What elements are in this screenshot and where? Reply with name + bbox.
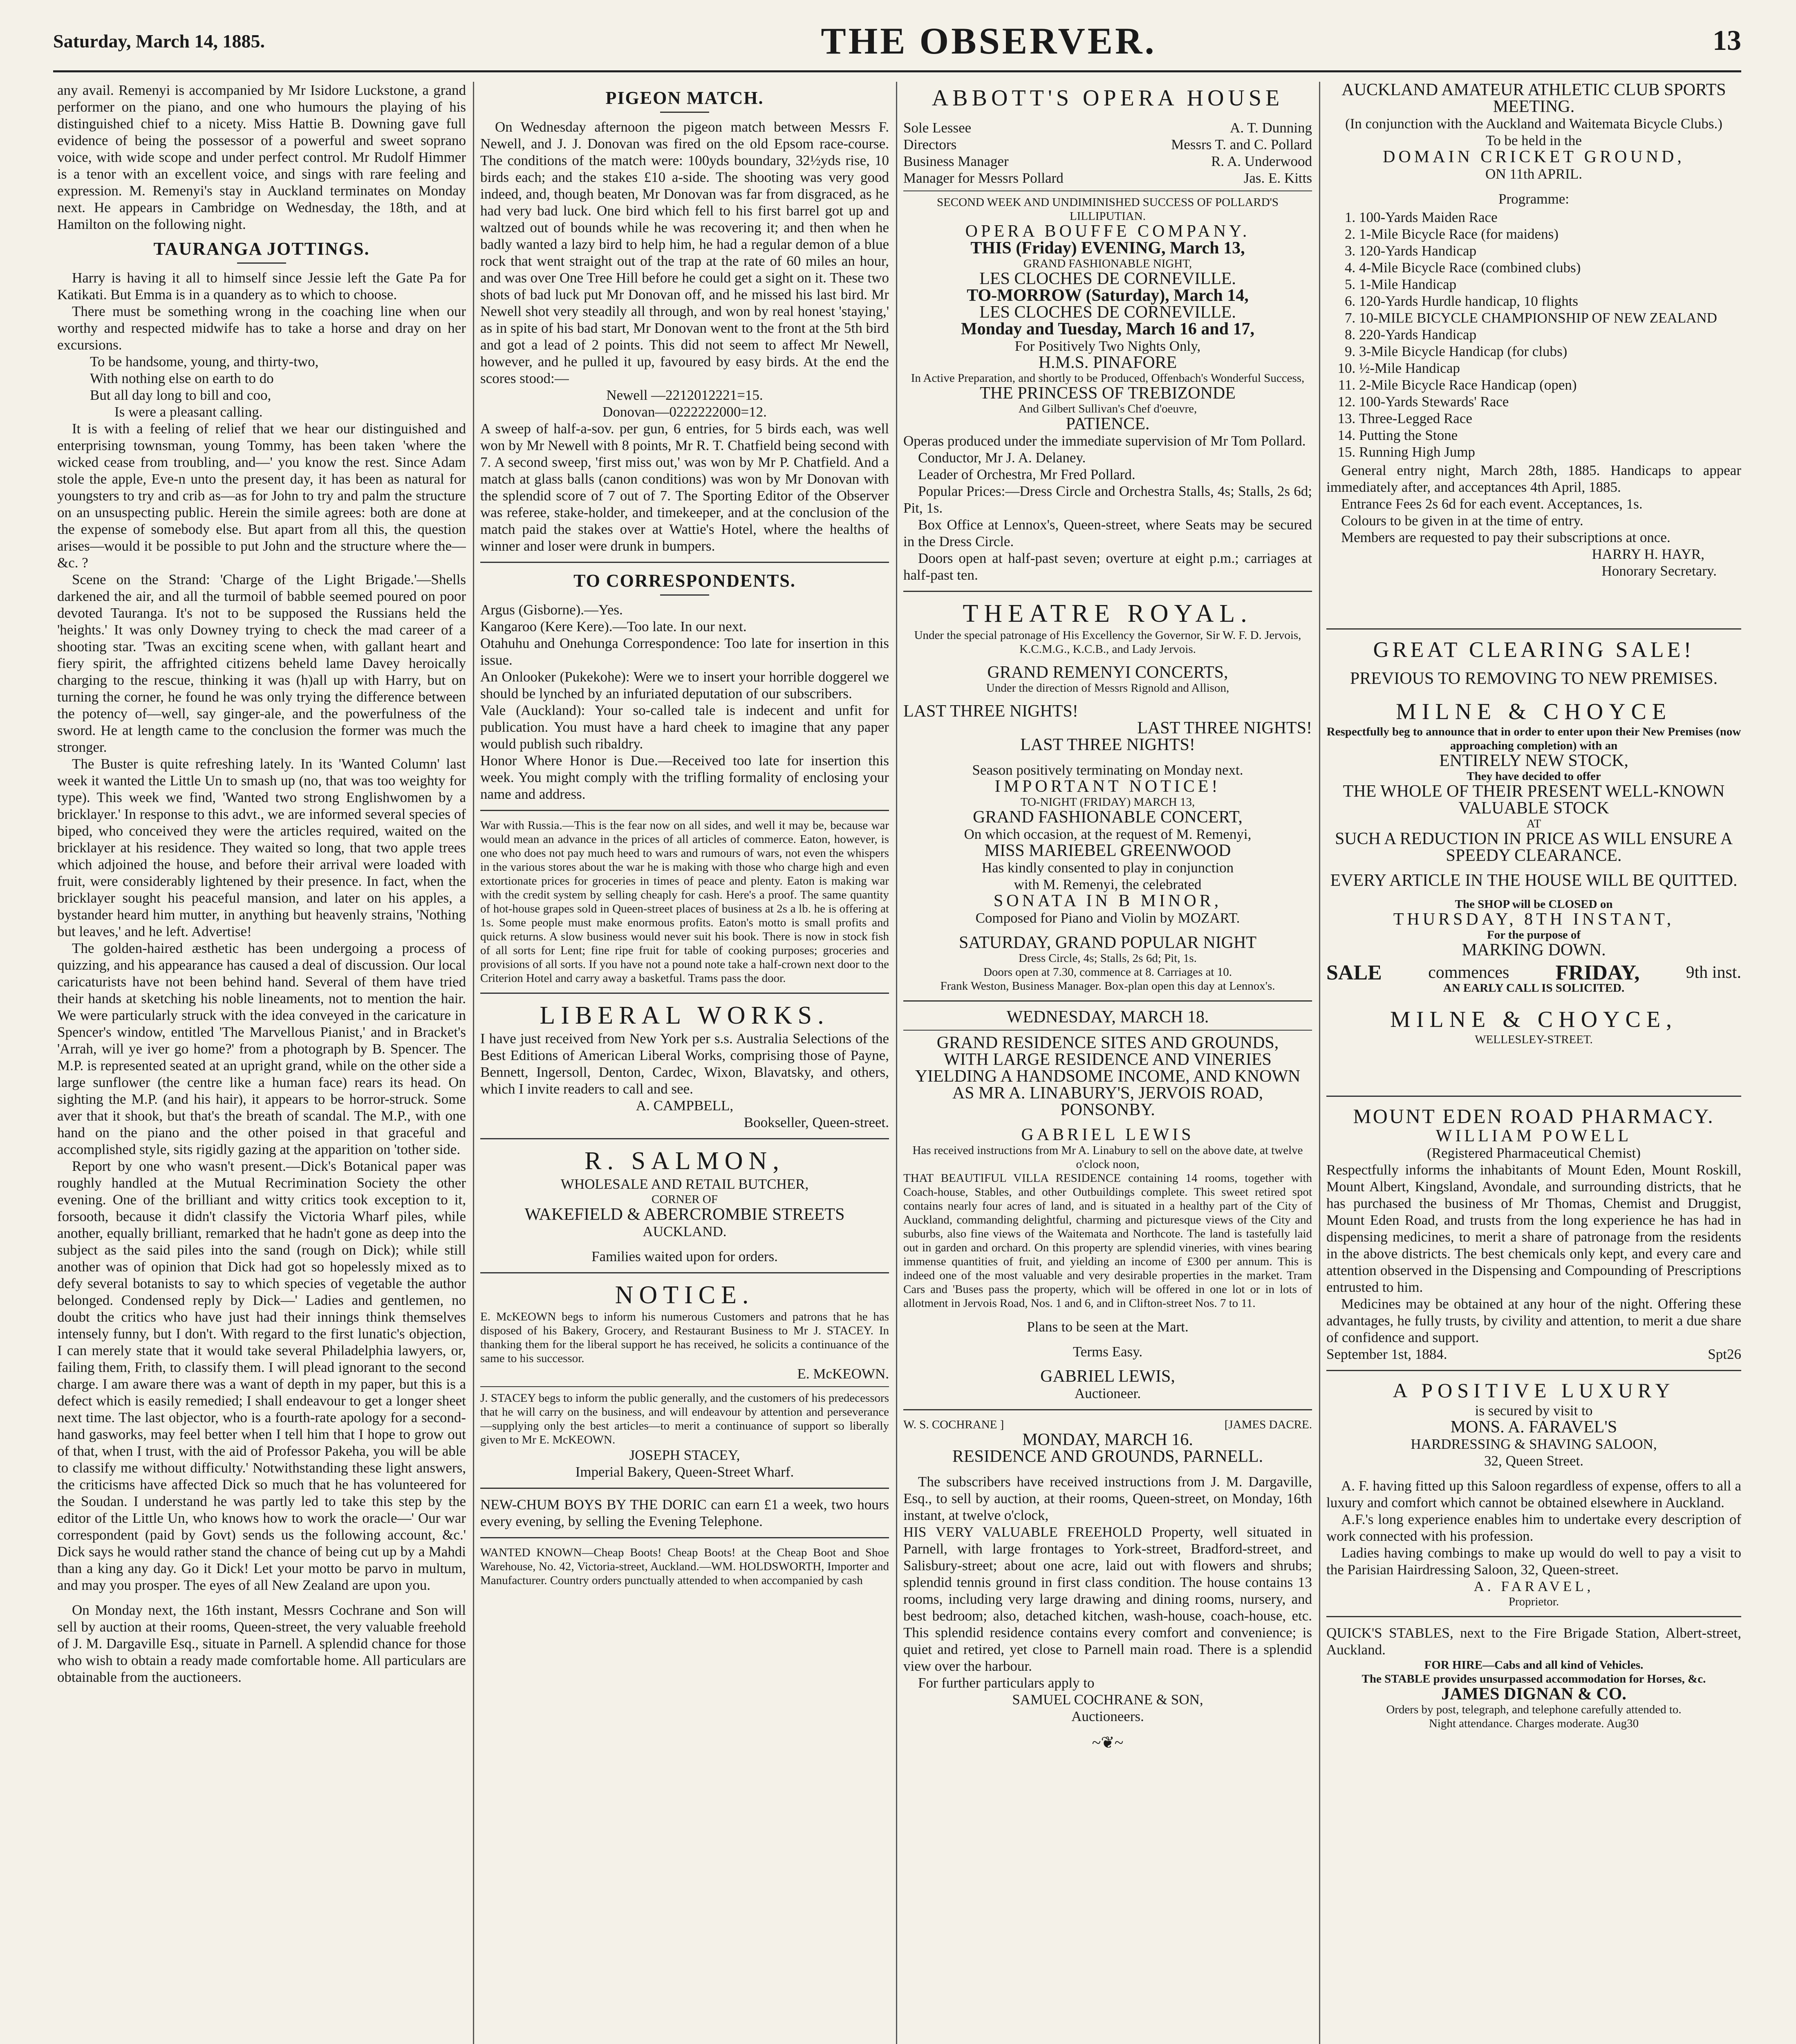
- ad-line: EVERY ARTICLE IN THE HOUSE WILL BE QUITTED.: [1330, 871, 1738, 890]
- column-4: [1326, 82, 1741, 2044]
- ad-line: with M. Remenyi, the celebrated: [1014, 876, 1202, 892]
- article-paragraph: On Monday next, the 16th instant, Messrs Cochrane and Son will sell by auction at their rooms, Queen-street, the very valuable freehold of J. M. Dargaville Esq., situate in Parnell. A splendid chance for those who wish to obtain a ready made comfortable home. All particulars are obtainable from the auctioneers.: [57, 1602, 466, 1685]
- section-rule: [1326, 1616, 1741, 1617]
- ad-line: SUCH A REDUCTION IN PRICE AS WILL ENSURE A SPEEDY CLEARANCE.: [1335, 829, 1733, 865]
- article-paragraph: There must be something wrong in the coaching line when our worthy and respected midwife has to take a horse and dray on her excursions.: [57, 303, 466, 353]
- verse-line: Is were a pleasant calling.: [114, 404, 263, 420]
- correspondent-reply: Argus (Gisborne).—Yes.: [480, 602, 623, 618]
- programme-list: [1326, 209, 1741, 460]
- ad-line: CORNER OF: [652, 1193, 718, 1206]
- section-rule: [480, 562, 889, 563]
- ad-line: Season positively terminating on Monday next.: [972, 762, 1243, 778]
- ad-line: Monday and Tuesday, March 16 and 17,: [961, 320, 1255, 338]
- ad-line: Plans to be seen at the Mart.: [1027, 1319, 1189, 1335]
- ad-line: (Registered Pharmaceutical Chemist): [1427, 1145, 1641, 1161]
- staff-row: Business Manager R. A. Underwood: [903, 153, 1312, 169]
- freehold-description: HIS VERY VALUABLE FREEHOLD Property, well situated in Parnell, with large frontages to York-street, Bradford-street, and Salisbury-street; about one acre, laid out with flowers and shrubs; splendid tennis ground in first class condition. The house contains 13 rooms, including very large drawing and dining rooms, nursery, and best bedroom; also, detached kitchen, wash-house, coach-house, etc. This splendid residence contains every comfort and convenience; is quiet and retired, yet close to Parnell main road. There is a splendid view over the harbour.: [903, 1524, 1312, 1674]
- list-item: 12. 100-Yards Stewards' Race: [1359, 393, 1741, 410]
- ad-line: WITH LARGE RESIDENCE AND VINERIES YIELDING A HANDSOME INCOME, AND KNOWN AS MR A. LINABURY'S, JERVOIS ROAD, PONSONBY.: [915, 1050, 1301, 1119]
- ad-line: GABRIEL LEWIS: [1021, 1125, 1194, 1144]
- ad-line: WELLESLEY-STREET.: [1475, 1033, 1593, 1046]
- list-item: 5. 1-Mile Handicap: [1359, 276, 1741, 293]
- signature: Honorary Secretary.: [1601, 563, 1717, 579]
- section-rule: [903, 1030, 1312, 1031]
- ad-line: WAKEFIELD & ABERCROMBIE STREETS: [524, 1205, 845, 1224]
- ad-line: Members are requested to pay their subscriptions at once.: [1341, 529, 1671, 545]
- ad-line: MONDAY, MARCH 16.: [1022, 1430, 1193, 1449]
- ad-line: SAMUEL COCHRANE & SON,: [1012, 1692, 1203, 1708]
- signature: A. CAMPBELL,: [636, 1098, 734, 1114]
- ad-line: Under the special patronage of His Excellency the Governor, Sir W. F. D. Jervois, K.C.M.G., K.C.B., and Lady Jervois.: [914, 629, 1301, 656]
- column-divider: [1319, 82, 1320, 2044]
- ad-line: In Active Preparation, and shortly to be Produced, Offenbach's Wonderful Success,: [911, 372, 1305, 385]
- section-rule: [903, 1000, 1312, 1002]
- newspaper-title: THE OBSERVER.: [821, 20, 1157, 62]
- article-paragraph: On Wednesday afternoon the pigeon match between Messrs F. Newell, and J. J. Donovan was fired on the old Epsom race-course. The conditions of the match were: 100yds boundary, 32½yds rise, 10 birds each; and the stakes £10 a-side. The shooting was very good indeed, and, though beaten, Mr Donovan was far from disgraced, as he had very bad luck. One bird which fell to his first barrel got up and waltzed out of bounds while he was recovering it; and then when he badly wanted a lazy bird to help him, he had a regular demon of a blue rock that went straight out of the trap at the rate of 60 miles an hour, and was over One Tree Hill before he could get a sight on it. These two shots of bad luck put Mr Donovan off, and he missed his last bird. Mr Newell shot very steadily all through, and won by real honest 'staying,' as in spite of his bad start, Mr Donovan went to the front at the 5th bird and got a lead of 2 points. This did not seem to affect Mr Newell, however, and he pulled it up, favoured by easy birds. At the end the scores stood:—: [480, 119, 889, 386]
- ad-line: JAMES DIGNAN & CO.: [1441, 1685, 1626, 1703]
- masthead-rule: [53, 70, 1741, 72]
- ad-line: HARDRESSING & SHAVING SALOON,: [1411, 1436, 1657, 1452]
- ad-line: Leader of Orchestra, Mr Fred Pollard.: [918, 466, 1135, 482]
- ad-line: They have decided to offer: [1467, 770, 1601, 783]
- ad-line: MISS MARIEBEL GREENWOOD: [984, 841, 1231, 860]
- pharmacy-body: Respectfully informs the inhabitants of Mount Eden, Mount Roskill, Mount Albert, Kingsland, Avondale, and surrounding districts, that he has purchased the business of Mr Thomas, Chemist and Druggist, Mount Eden Road, and trusts from the long experience he has had in dispensing medicines, to merit a share of patronage from the residents in the above districts. The best chemicals only kept, and every care and attention observed in the Dispensing and Compounding of Prescriptions entrusted to him.: [1326, 1162, 1741, 1295]
- signature: JOSEPH STACEY,: [629, 1447, 740, 1463]
- ad-line: GRAND RESIDENCE SITES AND GROUNDS,: [936, 1033, 1279, 1052]
- villa-description: THAT BEAUTIFUL VILLA RESIDENCE containing 14 rooms, together with Coach-house, Stables, and other Outbuildings complete. This sweet retired spot contains nearly four acres of land, and is situated in a healthy part of the City of Auckland, commanding delightful, charming and picturesque views of the City and suburbs, also fine views of the Waitemata and Northcote. The land is tastefully laid out in garden and orchard. On this property are splendid vineries, with vines bearing immense quantities of fruit, and yielding an income of £300 per annum. This is indeed one of the most valuable and very desirable properties in the market. Tram Cars and 'Buses pass the property, which will be offered in one lot or in lots of allotment in Jervois Road, Nos. 1 and 6, and in Clifton-street Nos. 7 to 11.: [903, 1172, 1312, 1310]
- ad-line: Colours to be given in at the time of entry.: [1341, 513, 1583, 529]
- ad-line: GRAND REMENYI CONCERTS,: [987, 663, 1228, 682]
- list-item: 8. 220-Yards Handicap: [1359, 326, 1741, 343]
- ad-line: To be held in the: [1486, 132, 1582, 148]
- ad-line: WHOLESALE AND RETAIL BUTCHER,: [560, 1176, 809, 1192]
- section-rule: [903, 1409, 1312, 1410]
- milne-choyce-banner: MILNE & CHOYCE,: [1390, 1007, 1678, 1032]
- ad-line: PREVIOUS TO REMOVING TO NEW PREMISES.: [1350, 669, 1718, 688]
- section-rule: [1326, 628, 1741, 630]
- ad-line: DOMAIN CRICKET GROUND,: [1383, 148, 1685, 166]
- ad-line: MONS. A. FARAVEL'S: [1450, 1418, 1617, 1437]
- ad-line: SATURDAY, GRAND POPULAR NIGHT: [958, 933, 1257, 952]
- list-item: 14. Putting the Stone: [1359, 427, 1741, 444]
- ad-line: TO-NIGHT (FRIDAY) MARCH 13,: [1020, 796, 1195, 809]
- ad-line: Auctioneer.: [1074, 1385, 1141, 1401]
- ad-line: ON 11th APRIL.: [1485, 166, 1582, 182]
- ad-line: GABRIEL LEWIS,: [1040, 1367, 1175, 1386]
- staff-row: Directors Messrs T. and C. Pollard: [903, 137, 1312, 152]
- clearing-sale-banner: GREAT CLEARING SALE!: [1373, 637, 1695, 662]
- correspondents-heading: TO CORRESPONDENTS.: [573, 571, 796, 591]
- salmon-banner: R. SALMON,: [584, 1147, 785, 1175]
- pigeon-heading: PIGEON MATCH.: [605, 88, 764, 108]
- ad-line: LAST THREE NIGHTS!: [1137, 719, 1312, 737]
- ad-line: THE PRINCESS OF TREBIZONDE: [980, 384, 1236, 403]
- stacey-body: J. STACEY begs to inform the public generally, and the customers of his predecessors that he will carry on the business, and will endeavour by attention and perseverance—supplying only the best articles—to merit a continuance of support so liberally given to Mr E. McKEOWN.: [480, 1392, 889, 1446]
- ad-line: THE WHOLE OF THEIR PRESENT WELL-KNOWN VALUABLE STOCK: [1343, 782, 1725, 818]
- ad-line: Conductor, Mr J. A. Delaney.: [918, 450, 1086, 466]
- ad-line: ENTIRELY NEW STOCK,: [1439, 751, 1628, 770]
- article-paragraph: A sweep of half-a-sov. per gun, 6 entries, for 5 birds each, was well won by Mr Newell with 8 points, Mr R. T. Chatfield being second with 7. A second sweep, 'first miss out,' was won by Mr P. Chatfield. And a match at glass balls (canon conditions) was won by Mr Donovan with the splendid score of 7 out of 7. The Sporting Editor of the Observer was referee, stake-holder, and timekeeper, and at the conclusion of the match paid the stakes over at Wattie's Hotel, where the healths of winner and loser were drunk in bumpers.: [480, 421, 889, 554]
- ad-line: IMPORTANT NOTICE!: [994, 777, 1221, 796]
- ad-line: Programme:: [1498, 191, 1570, 207]
- ad-line: LES CLOCHES DE CORNEVILLE.: [979, 269, 1236, 288]
- ad-line: TO-MORROW (Saturday), March 14,: [967, 286, 1249, 305]
- ad-line: For further particulars apply to: [918, 1675, 1095, 1691]
- ad-line: AN EARLY CALL IS SOLICITED.: [1443, 982, 1625, 995]
- ad-line: AUCKLAND.: [643, 1224, 727, 1239]
- ad-line: Box Office at Lennox's, Queen-street, where Seats may be secured in the Dress Circle.: [903, 517, 1312, 549]
- ad-line: A.F.'s long experience enables him to undertake every description of work connected with his profession.: [1326, 1511, 1741, 1544]
- opera-house-banner: ABBOTT'S OPERA HOUSE: [932, 85, 1284, 111]
- ornament-icon: ~❦~: [1092, 1733, 1124, 1752]
- signature: Imperial Bakery, Queen-Street Wharf.: [575, 1464, 794, 1480]
- column-divider: [896, 82, 897, 2044]
- ad-line: MARKING DOWN.: [1462, 941, 1606, 959]
- section-rule: [480, 1138, 889, 1139]
- ad-line: RESIDENCE AND GROUNDS, PARNELL.: [952, 1447, 1263, 1466]
- ad-line: Doors open at half-past seven; overture at eight p.m.; carriages at half-past ten.: [903, 550, 1312, 583]
- staff-row: Sole Lessee A. T. Dunning: [903, 120, 1312, 136]
- section-rule: [480, 1537, 889, 1538]
- liberal-works-body: I have just received from New York per s.s. Australia Selections of the Best Editions of American Liberal Works, comprising those of Payne, Bennett, Ingersoll, Denton, Cardec, Wixon, Blavatsky, and others, which I invite readers to call and see.: [480, 1031, 889, 1097]
- ad-line: Entrance Fees 2s 6d for each event. Acceptances, 1s.: [1341, 496, 1643, 512]
- ad-line: AT: [1526, 817, 1541, 830]
- date-row: September 1st, 1884. Spt26: [1326, 1346, 1741, 1362]
- liberal-works-banner: LIBERAL WORKS.: [540, 1002, 830, 1029]
- verse-line: But all day long to bill and coo,: [90, 387, 271, 403]
- ad-line: GRAND FASHIONABLE CONCERT,: [973, 808, 1243, 827]
- pharmacy-banner: MOUNT EDEN ROAD PHARMACY.: [1353, 1105, 1715, 1127]
- ad-line: The subscribers have received instructions from J. M. Dargaville, Esq., to sell by auction, at their rooms, Queen-street, on Monday, 16th instant, at twelve o'clock,: [903, 1474, 1312, 1523]
- section-rule: [480, 1272, 889, 1273]
- ad-line: For Positively Two Nights Only,: [1014, 338, 1201, 354]
- ad-line: Orders by post, telegraph, and telephone carefully attended to.: [1386, 1703, 1682, 1716]
- section-rule: [1326, 1096, 1741, 1097]
- signature: E. McKEOWN.: [797, 1366, 889, 1382]
- ad-line: Dress Circle, 4s; Stalls, 2s 6d; Pit, 1s.: [1019, 952, 1197, 965]
- issue-date: Saturday, March 14, 1885.: [53, 30, 265, 52]
- ad-line: OPERA BOUFFE COMPANY.: [965, 222, 1250, 241]
- article-paragraph: The golden-haired æsthetic has been undergoing a process of quizzing, and his appearance has caused a deal of discussion. Our local caricaturists have not been behind hand. Several of them have tried their hands at sketching his noble lineaments, not to mention the hair. We were particularly struck with the idea conveyed in the caricature in Spencer's window, entitled 'The Marvellous Pianist,' and in Bracket's 'Arrah, will ye iver go home?' from a photograph by B. Spencer. The M.P. is represented seated at an upright grand, while on the other side a large sunflower (the centre like a human face) rears its head. On sighting the M.P. (and his hair), it appears to be horror-struck. Some aver that it shook, but that's the breath of scandal. The M.P., with one hand on the piano and the other poised in that graceful and accomplished style, sits rigidly gazing at the apparition on 'tother side.: [57, 940, 466, 1157]
- heading-dash: [660, 112, 709, 113]
- section-rule: [480, 1386, 889, 1387]
- list-item: 9. 3-Mile Bicycle Handicap (for clubs): [1359, 343, 1741, 360]
- ad-line: General entry night, March 28th, 1885. Handicaps to appear immediately after, and acceptances 4th April, 1885.: [1326, 462, 1741, 495]
- notice-body: E. McKEOWN begs to inform his numerous Customers and patrons that he has disposed of his Bakery, Grocery, and Restaurant Business to Mr J. STACEY. In thanking them for the liberal support he has received, he solicits a continuance of the same to his successor.: [480, 1310, 889, 1365]
- auctioneers-row: W. S. COCHRANE ] [JAMES DACRE.: [903, 1418, 1312, 1431]
- section-rule: [480, 1488, 889, 1489]
- ad-line: H.M.S. PINAFORE: [1038, 353, 1177, 372]
- ad-line: Auctioneers.: [1071, 1708, 1144, 1724]
- ad-line: QUICK'S STABLES, next to the Fire Brigade Station, Albert-street, Auckland.: [1326, 1625, 1741, 1658]
- article-paragraph: The Buster is quite refreshing lately. In its 'Wanted Column' last week it wanted the Little Un to smash up (no, that was too weighty for type). This week we find, 'Wanted two strong Englishwomen by a bricklayer.' In response to this advt., we are informed several species of biped, who conceived they were the articles required, waited on the bricklayer at his residence. They waited so long, that two apple trees which adjoined the house, and before their arrival were loaded with fruit, were considerably lightened by their presence. In fact, when the bricklayer sought his peaceful mansion, and later on his apples, a bystander heard him mutter, in anything but heavenly strains, 'Nothing but leaves,' and he left. Advertise!: [57, 756, 466, 939]
- ad-line: is secured by visit to: [1475, 1403, 1593, 1419]
- verse-line: With nothing else on earth to do: [90, 370, 274, 386]
- verse-line: To be handsome, young, and thirty-two,: [90, 354, 319, 370]
- ad-line: FOR HIRE—Cabs and all kind of Vehicles.: [1424, 1659, 1644, 1672]
- ad-line: LES CLOCHES DE CORNEVILLE.: [979, 303, 1236, 322]
- notice-banner: NOTICE.: [615, 1281, 755, 1309]
- column-divider: [473, 82, 474, 2044]
- article-paragraph: It is with a feeling of relief that we hear our distinguished and enterprising townsman, young Tommy, has been taken 'where the wicked cease from troubling, and—' you know the rest. Since Adam stole the apple, Eve-n unto the present day, it has been as natural for youngsters to try and crib as—as for John to try and palm the structure on an unsuspecting public. Herein the simile agrees: both are done at the expense of somebody else. But apart from all this, the question arises—would it be possible to put John and the structure where the—&c. ?: [57, 421, 466, 571]
- list-item: 4. 4-Mile Bicycle Race (combined clubs): [1359, 259, 1741, 276]
- ad-line: Doors open at 7.30, commence at 8. Carriages at 10.: [983, 966, 1232, 979]
- heading-dash: [237, 262, 286, 264]
- correspondent-reply: An Onlooker (Pukekohe): Were we to insert your horrible doggerel we should be lynched by an infuriated deputation of our subscribers.: [480, 669, 889, 702]
- ad-line: Proprietor.: [1508, 1595, 1559, 1608]
- list-item: 13. Three-Legged Race: [1359, 410, 1741, 427]
- ad-line: And Gilbert Sullivan's Chef d'oeuvre,: [1018, 402, 1197, 415]
- new-chum-advertisement: NEW-CHUM BOYS BY THE DORIC can earn £1 a week, two hours every evening, by selling the Evening Telephone.: [480, 1497, 889, 1529]
- milne-choyce-banner: MILNE & CHOYCE: [1395, 699, 1672, 724]
- eaton-advertisement: War with Russia.—This is the fear now on all sides, and well it may be, because war would mean an advance in the prices of all articles of commerce. Eaton, however, is one who does not pay much heed to wars and rumours of wars, not even the whispers in the various stores about the war he is making with those who charge high and even extortionate prices for groceries in times of peace and plenty. Eaton is making war with the credit system by selling cheaply for cash. Here's a proof. The same quantity of hot-house grapes sold in Queen-street places of business at 2s a lb. he is offering at 1s. Some people must make enormous profits. Eaton's motto is small profits and quick returns. A slow business would never suit his book. There is now in stock fish of all sorts for Lent; fine ripe fruit for table of cooking purposes; groceries and provisions of all sorts. If you have not a pound note take a half-crown next door to the Criterion Hotel and carry away a basketful. Trams pass the door.: [480, 819, 889, 985]
- ad-line: On which occasion, at the request of M. Remenyi,: [964, 826, 1252, 842]
- tauranga-heading: TAURANGA JOTTINGS.: [153, 239, 370, 259]
- ad-line: Under the direction of Messrs Rignold and Allison,: [986, 681, 1229, 695]
- score-line: Donovan—0222222000=12.: [602, 404, 767, 420]
- sale-date-row: SALE commences FRIDAY, 9th inst.: [1326, 961, 1741, 984]
- page-number: 13: [1712, 25, 1741, 56]
- ad-line: The SHOP will be CLOSED on: [1455, 898, 1613, 911]
- masthead: [53, 16, 1741, 65]
- correspondent-reply: Vale (Auckland): Your so-called tale is indecent and unfit for publication. You must have a hard cheek to imagine that any paper would publish such ribaldry.: [480, 702, 889, 752]
- column-3: [903, 82, 1312, 2044]
- ad-line: Has received instructions from Mr A. Linabury to sell on the above date, at twelve o'clock noon,: [912, 1144, 1303, 1171]
- ad-line: WILLIAM POWELL: [1435, 1127, 1632, 1145]
- ad-line: Night attendance. Charges moderate. Aug30: [1429, 1717, 1639, 1730]
- section-rule: [480, 993, 889, 994]
- ad-line: PATIENCE.: [1066, 415, 1150, 433]
- ad-line: Popular Prices:—Dress Circle and Orchestra Stalls, 4s; Stalls, 2s 6d; Pit, 1s.: [903, 483, 1312, 516]
- article-paragraph: Report by one who wasn't present.—Dick's Botanical paper was roughly handled at the Mutual Recrimination Society the other evening. One of the brilliant and witty critics took exception to it, forsooth, because it didn't classify the Victoria Wharf piles, while another, equally brilliant, remarked that he hadn't gone as deep into the subject as the said piles into the sand (rough on Dick); while still another was of opinion that Dick had got so hopelessly mixed as to defy several botanists to say to which species of vegetable the author belonged. Condensed reply by Dick—' Ladies and gentlemen, no doubt the critics who have just had their innings think themselves intensely funny, but I don't. With regard to the first lunatic's objection, I can merely state that it would take several Philadelphia lawyers, or, failing them, Frith, to classify them. I will plead ignorant to the second charge. I am aware there was a want of depth in my paper, but this is a defect which is easily remedied; I shall endeavour to get a longer sheet next time. The last objector, who is a fourth-rate apology for a second-hand gasworks, may feel better when I tell him that I hope to grow out of that, when I trust, with the aid of Professor Pakeha, you will be able to classify me without difficulty.' Notwithstanding these light answers, the criticisms have affected Dick so much that he has volunteered for the Soudan. I understand he was partly led to take this step by the editor of the Little Un, who knows how to work the oracle—' Our war correspondent (paid by Govt) sends us the following account, &c.' Dick says he would rather stand the chance of being cut up by a Mahdi than a king any day. Go it Dick! Let your motto be parvo in multum, and may you prosper. The eyes of all New Zealand are upon you.: [57, 1158, 466, 1593]
- column-1: [57, 82, 466, 2044]
- signature: HARRY H. HAYR,: [1592, 546, 1704, 562]
- remenyi-review: any avail. Remenyi is accompanied by Mr Isidore Luckstone, a grand performer on the piano, and one who humours the playing of his distinguished chief to a nicety. Miss Hattie B. Downing gave full evidence of being the possessor of a powerful and sweet soprano voice, with wide scope and under perfect control. Mr Rudolf Himmer is a tenor with an excellent voice, and sings with rare feeling and expression. M. Remenyi's stay in Auckland terminates on Monday next. He appears in Cambridge on Wednesday, the 18th, and at Hamilton on the following night.: [57, 82, 466, 232]
- heading-dash: [660, 594, 709, 596]
- column-2: [480, 82, 889, 2044]
- ad-line: Families waited upon for orders.: [591, 1248, 778, 1264]
- ad-line: LAST THREE NIGHTS!: [1020, 735, 1195, 754]
- article-paragraph: Scene on the Strand: 'Charge of the Light Brigade.'—Shells darkened the air, and all the turmoil of babble seemed poured on poor devoted Tauranga. It's not to be supposed the Russians held the 'heights.' It was only Downey trying to check the mad career of a shooting star. 'Twas an exciting scene when, with gallant heart and fiery spirit, the affrighted citizens beheld lame Davey heroically charging to the rescue, thinking it was (h)all up with Harry, but on turning the corner, he found he was only trying the difference between the potency of—well, say ginger-ale, and the powerfulness of the sword. He at length came to the conclusion the former was much the stronger.: [57, 572, 466, 755]
- ad-line: Has kindly consented to play in conjunction: [981, 860, 1234, 876]
- ad-line: (In conjunction with the Auckland and Waitemata Bicycle Clubs.): [1345, 116, 1722, 132]
- pharmacy-body: Medicines may be obtained at any hour of the night. Offering these advantages, he fully trusts, by civility and attention, to merit a due share of confidence and support.: [1326, 1296, 1741, 1345]
- ad-line: The STABLE provides unsurpassed accommodation for Horses, &c.: [1362, 1672, 1706, 1685]
- section-rule: [1326, 1370, 1741, 1371]
- correspondent-reply: Otahuhu and Onehunga Correspondence: Too late for insertion in this issue.: [480, 635, 889, 668]
- ad-line: AUCKLAND AMATEUR ATHLETIC CLUB SPORTS MEETING.: [1341, 82, 1726, 116]
- list-item: 11. 2-Mile Bicycle Race Handicap (open): [1359, 377, 1741, 393]
- staff-row: Manager for Messrs Pollard Jas. E. Kitts: [903, 170, 1312, 186]
- ad-line: SECOND WEEK AND UNDIMINISHED SUCCESS OF POLLARD'S LILLIPUTIAN.: [936, 196, 1279, 223]
- ad-line: For the purpose of: [1487, 928, 1581, 941]
- list-item: 6. 120-Yards Hurdle handicap, 10 flights: [1359, 293, 1741, 309]
- ad-line: THIS (Friday) EVENING, March 13,: [970, 239, 1245, 258]
- list-item: 10. ½-Mile Handicap: [1359, 360, 1741, 377]
- positive-luxury-banner: A POSITIVE LUXURY: [1393, 1379, 1675, 1402]
- boots-advertisement: WANTED KNOWN—Cheap Boots! Cheap Boots! at the Cheap Boot and Shoe Warehouse, No. 42, Victoria-street, Auckland.—WM. HOLDSWORTH, Importer and Manufacturer. Country orders punctually attended to when accompanied by cash: [480, 1546, 889, 1587]
- ad-line: A. F. having fitted up this Saloon regardless of expense, offers to all a luxury and comfort which cannot be obtained elsewhere in Auckland.: [1326, 1478, 1741, 1511]
- list-item: 15. Running High Jump: [1359, 444, 1741, 460]
- article-paragraph: Harry is having it all to himself since Jessie left the Gate Pa for Katikati. But Emma is in a quandery as to which to choose.: [57, 270, 466, 303]
- ad-line: Respectfully beg to announce that in order to enter upon their New Premises (now approaching completion) with an: [1326, 725, 1741, 752]
- ad-line: THURSDAY, 8TH INSTANT,: [1393, 910, 1675, 929]
- correspondent-reply: Honor Where Honor is Due.—Received too late for insertion this week. You might comply with the trifling formality of enclosing your name and address.: [480, 753, 889, 802]
- list-item: 7. 10-MILE BICYCLE CHAMPIONSHIP OF NEW ZEALAND: [1359, 309, 1741, 326]
- list-item: 2. 1-Mile Bicycle Race (for maidens): [1359, 226, 1741, 242]
- ad-line: SONATA IN B MINOR,: [993, 892, 1222, 910]
- section-rule: [903, 591, 1312, 592]
- ad-line: WEDNESDAY, MARCH 18.: [1006, 1008, 1209, 1026]
- ad-line: Composed for Piano and Violin by MOZART.: [975, 910, 1240, 926]
- section-rule: [480, 810, 889, 811]
- list-item: 3. 120-Yards Handicap: [1359, 242, 1741, 259]
- correspondent-reply: Kangaroo (Kere Kere).—Too late. In our next.: [480, 619, 747, 634]
- ad-line: 32, Queen Street.: [1484, 1453, 1583, 1469]
- ad-line: Operas produced under the immediate supervision of Mr Tom Pollard.: [903, 433, 1306, 449]
- theatre-royal-banner: THEATRE ROYAL.: [963, 600, 1253, 628]
- list-item: 1. 100-Yards Maiden Race: [1359, 209, 1741, 226]
- ad-line: GRAND FASHIONABLE NIGHT,: [1023, 257, 1192, 270]
- ad-line: Terms Easy.: [1073, 1344, 1143, 1360]
- ad-line: A. FARAVEL,: [1474, 1578, 1594, 1594]
- score-line: Newell —2212012221=15.: [606, 387, 763, 403]
- signature: Bookseller, Queen-street.: [743, 1114, 889, 1130]
- ad-line: Frank Weston, Business Manager. Box-plan open this day at Lennox's.: [940, 979, 1275, 993]
- ad-line: LAST THREE NIGHTS!: [903, 702, 1078, 721]
- ad-line: Ladies having combings to make up would do well to pay a visit to the Parisian Hairdressing Saloon, 32, Queen-street.: [1326, 1545, 1741, 1578]
